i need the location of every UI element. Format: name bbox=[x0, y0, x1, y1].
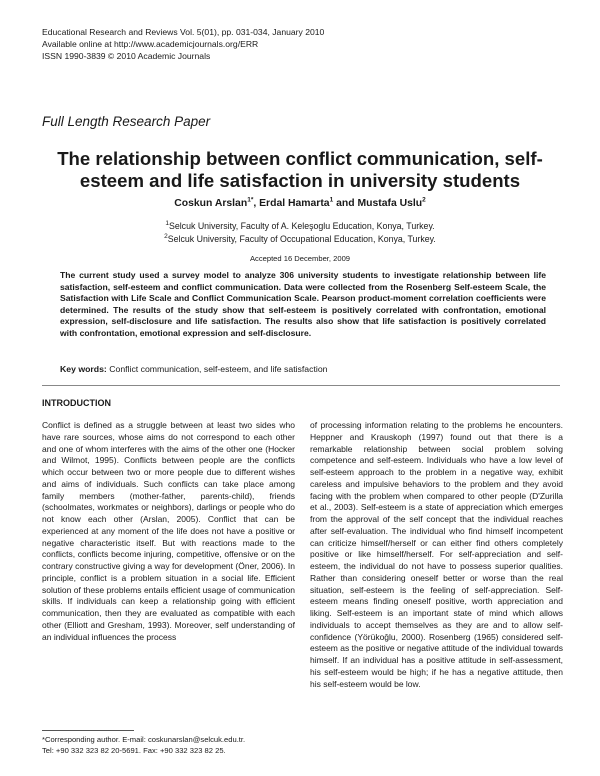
paper-type: Full Length Research Paper bbox=[42, 114, 211, 129]
footnote bbox=[42, 734, 302, 756]
body-column-right bbox=[310, 420, 563, 690]
affiliation bbox=[0, 233, 600, 246]
corresponding-author-mark: * bbox=[250, 196, 254, 204]
body-paragraph: of processing information relating to the problems he encounters. Heppner and Krauskoph (1997) found out that there is a remarkable relationship between social problem solving competence and self-esteem. Individuals who have a low level of self-esteem approach to the problem in a negative way, exhibit careless and impulsive behaviors to the problem and they avoid facing with the problem when compared to other people (D'Zurilla et al., 2003). Self-esteem is a state of appreciation which emerges from the approval of the self concept that the individual reaches after self-evaluation. The individual who find himself incompetent can criticize himself/herself or can either find others completely positive or like himself/herself. For self-appreciation and self-esteem, the individual do not have to possess superior qualities. Rather than considering oneself better or worse than the real situation, self-esteem is the feeling of self-appreciation. Self-esteem means finding oneself positive, worth appreciation and liking. Self-esteem is an important state of mind which allows individuals to accept themselves as they are and to allow self-confidence (Yörükoğlu, 2000). Rosenberg (1965) considered self-esteem as the positive or negative attitude of the individual towards himself. If an individual has a positive attitude in self-assessment, his self-esteem would be high; if he has a negative attitude, then his self-esteem would be low. bbox=[310, 420, 563, 689]
author-name: Erdal Hamarta bbox=[259, 198, 330, 209]
author-name: Coskun Arslan bbox=[174, 198, 248, 209]
journal-issn: ISSN 1990-3839 © 2010 Academic Journals bbox=[42, 51, 211, 61]
affiliation-text: Selcuk University, Faculty of Occupational Education, Konya, Turkey. bbox=[167, 233, 436, 244]
footnote-email: *Corresponding author. E-mail: coskunarslan@selcuk.edu.tr. bbox=[42, 735, 246, 744]
paper-title bbox=[30, 148, 570, 192]
author-separator: and bbox=[333, 198, 358, 209]
body-paragraph: Conflict is defined as a struggle between at least two sides who have rare sources, whose aims do not correspond to each other and one of whom interferes with the aims of the other one (Hocker and Wilmot, 1995). Conflicts between people are the conflicts which occur between two or more people due to different wishes and aims of individuals. Such conflicts can take place among family members (mother-father, parents-child), friends (schoolmates, workmates or neighbors), darlings or people who do not know each other (Arslan, 2005). Conflict that can be experienced at any moment of the life does not have a positive or negative characteristic itself. But with reactions made to the conflicts, conflicts become injuring, competitive, offensive or on the contrary constructive giving a way for development (Öner, 2006). In principle, conflict is a problem situation in a social life. Efficient solution of these problems entails efficient usage of communication skills. If individuals can keep a relationship going with efficient communication, then they are evaluated as compatible with each other (Elliott and Gresham, 1993). Moreover, self understanding of an individual influences the process bbox=[42, 420, 295, 642]
affiliation-text: Selcuk University, Faculty of A. Keleşoglu Education, Konya, Turkey. bbox=[168, 221, 435, 231]
journal-url-line: Available online at http://www.academicjournals.org/ERR bbox=[42, 39, 259, 49]
author-separator: , bbox=[253, 198, 260, 209]
accepted-date: Accepted 16 December, 2009 bbox=[249, 254, 351, 263]
section-divider bbox=[42, 385, 560, 386]
footnote-divider bbox=[42, 730, 134, 731]
title-line-2: esteem and life satisfaction in university students bbox=[79, 170, 521, 191]
footnote-phone: Tel: +90 332 323 82 20-5691. Fax: +90 332 323 82 25. bbox=[42, 746, 226, 755]
abstract: The current study used a survey model to analyze 306 university students to investigate relationship between life satisfaction, self-esteem and conflict communication. Data were collected from the Rosenberg Self-esteem Scale, the Satisfaction with Life Scale and Conflict Communication Scale. Pearson product-moment correlation coefficients were determined. The results of the study show that self-esteem is positively correlated with confrontation, emotional expression, self-disclosure and life satisfaction. The results also show that life satisfaction is positively correlated with confrontation, emotional expression and self-disclosure. bbox=[60, 270, 546, 338]
section-heading: INTRODUCTION bbox=[42, 398, 111, 408]
affiliation-number: 2 bbox=[164, 232, 168, 240]
affiliation bbox=[0, 220, 600, 233]
body-column-left bbox=[42, 420, 295, 643]
keywords bbox=[60, 364, 328, 374]
keywords-text: Conflict communication, self-esteem, and life satisfaction bbox=[106, 364, 328, 374]
affiliation-number: 1 bbox=[165, 220, 169, 228]
author-affiliation-mark: 1 bbox=[329, 196, 334, 204]
author-affiliation-mark: 2 bbox=[422, 196, 426, 204]
author-affiliation-mark: 1 bbox=[247, 196, 251, 204]
title-line-1: The relationship between conflict communication, self- bbox=[57, 148, 543, 169]
journal-citation: Educational Research and Reviews Vol. 5(01), pp. 031-034, January 2010 bbox=[42, 27, 325, 37]
keywords-label: Key words: bbox=[60, 364, 107, 374]
author-list bbox=[0, 198, 600, 209]
affiliations bbox=[0, 220, 600, 245]
journal-header bbox=[42, 26, 324, 62]
author-name: Mustafa Uslu bbox=[357, 198, 423, 209]
